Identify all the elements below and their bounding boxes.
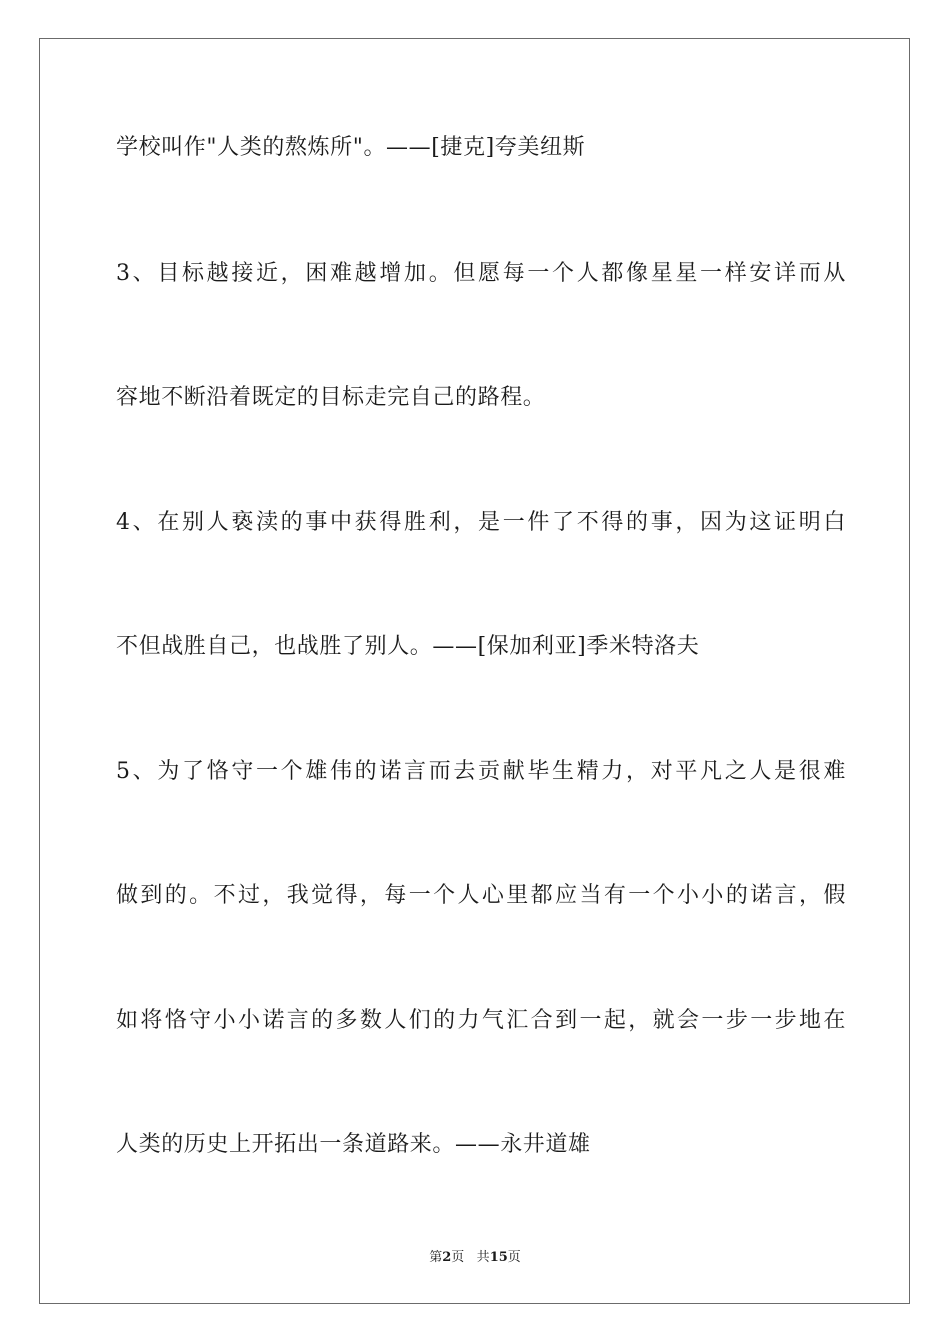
page-unit: 页 — [451, 1250, 465, 1265]
text-line-1: 学校叫作"人类的熬炼所"。——[捷克]夸美纽斯 — [116, 135, 586, 160]
page-prefix: 第 — [429, 1250, 443, 1265]
page-border — [39, 38, 910, 1304]
text-line-2: 3、目标越接近，困难越增加。但愿每一个人都像星星一样安详而从 — [116, 261, 846, 286]
total-pages-number: 15 — [489, 1250, 508, 1265]
text-line-6: 5、为了恪守一个雄伟的诺言而去贡献毕生精力，对平凡之人是很难 — [116, 759, 846, 784]
text-line-7: 做到的。不过，我觉得，每一个人心里都应当有一个小小的诺言，假 — [116, 883, 846, 908]
total-prefix: 共 — [476, 1250, 490, 1265]
total-unit: 页 — [507, 1250, 521, 1265]
current-page-number: 2 — [442, 1250, 452, 1265]
text-line-9: 人类的历史上开拓出一条道路来。——永井道雄 — [116, 1132, 591, 1157]
text-line-8: 如将恪守小小诺言的多数人们的力气汇合到一起，就会一步一步地在 — [116, 1008, 846, 1033]
text-line-5: 不但战胜自己，也战胜了别人。——[保加利亚]季米特洛夫 — [116, 634, 700, 659]
text-line-4: 4、在别人亵渎的事中获得胜利，是一件了不得的事，因为这证明白 — [116, 510, 846, 535]
page-footer — [0, 1248, 950, 1268]
text-line-3: 容地不断沿着既定的目标走完自己的路程。 — [116, 385, 546, 410]
